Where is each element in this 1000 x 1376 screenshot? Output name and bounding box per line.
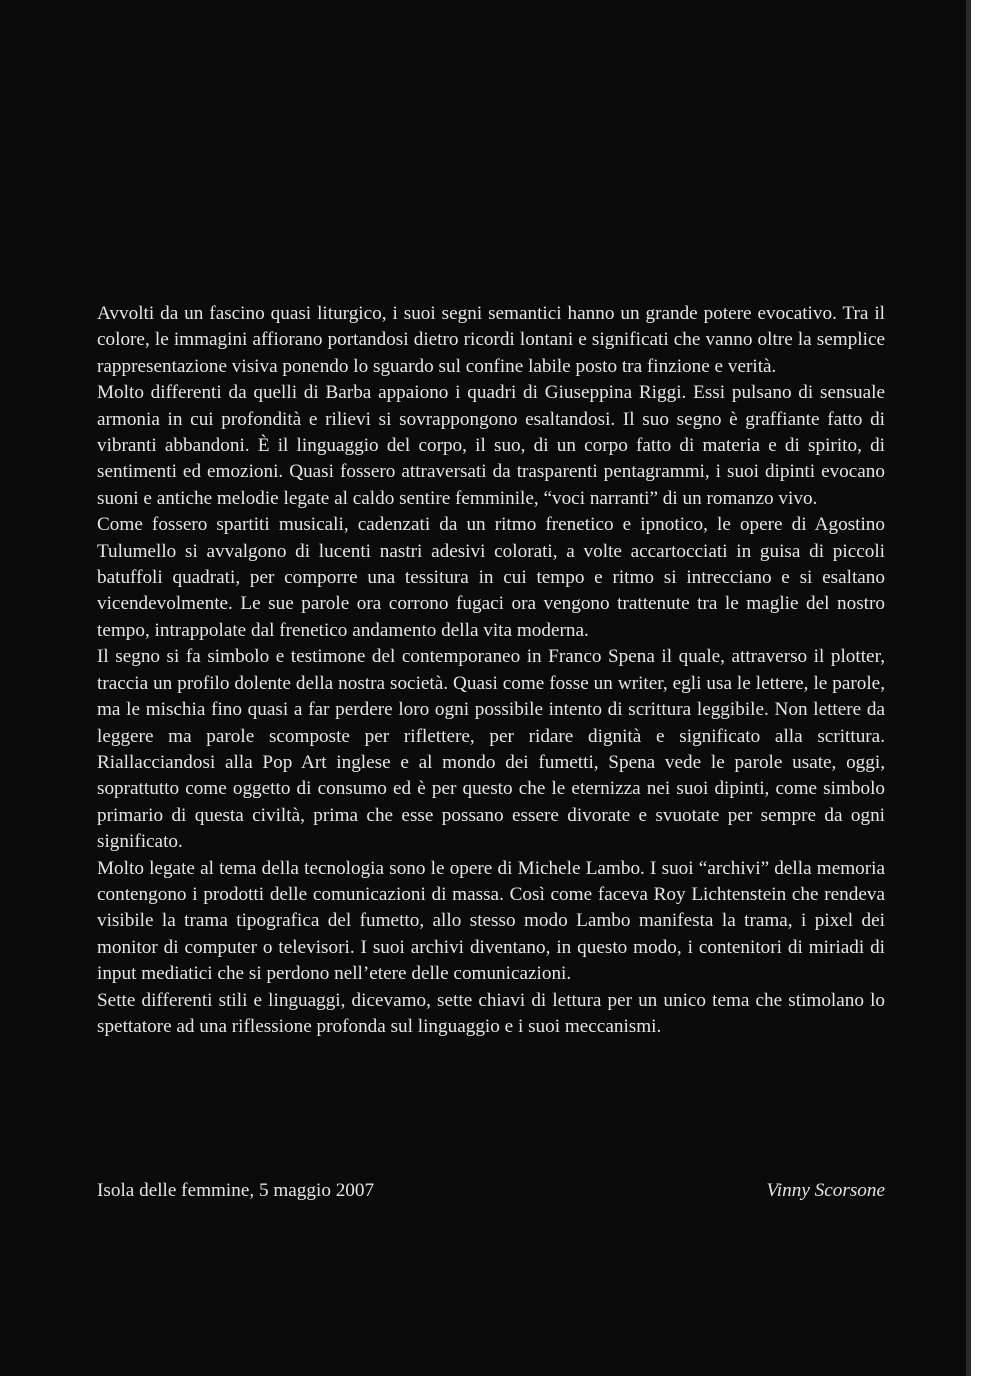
page-edge bbox=[966, 0, 971, 1376]
signoff bbox=[97, 1178, 885, 1208]
paragraph-giuseppina-riggi: Molto differenti da quelli di Barba appaiono i quadri di Giuseppina Riggi. Essi pulsano di sensuale armonia in cui profondità e rilievi si sovrappongono esaltandosi. Il suo segno è graffiante fatto di vibranti abbandoni. È il linguaggio del corpo, il suo, di un corpo fatto di materia e di spirito, di sentimenti ed emozioni. Quasi fossero attraversati da trasparenti pentagrammi, i suoi dipinti evocano suoni e antiche melodie legate al caldo sentire femminile, “voci narranti” di un romanzo vivo. bbox=[97, 382, 885, 509]
paragraph-evocative-signs: Avvolti da un fascino quasi liturgico, i suoi segni semantici hanno un grande potere evocativo. Tra il colore, le immagini affiorano portandosi dietro ricordi lontani e significati che vanno oltre la semplice rappresentazione visiva ponendo lo sguardo sul confine labile posto tra finzione e verità. bbox=[97, 303, 885, 377]
place-date: Isola delle femmine, 5 maggio 2007 bbox=[97, 1180, 375, 1201]
paragraph-conclusion: Sette differenti stili e linguaggi, dicevamo, sette chiavi di lettura per un unico tema che stimolano lo spettatore ad una riflessione profonda sul linguaggio e i suoi meccanismi. bbox=[97, 989, 885, 1037]
author-name: Vinny Scorsone bbox=[766, 1180, 885, 1201]
essay-text bbox=[97, 301, 885, 1040]
paragraph-michele-lambo: Molto legate al tema della tecnologia sono le opere di Michele Lambo. I suoi “archivi” della memoria contengono i prodotti delle comunicazioni di massa. Così come faceva Roy Lichtenstein che rendeva visibile la trama tipografica del fumetto, allo stesso modo Lambo manifesta la trama, i pixel dei monitor di computer o televisori. I suoi archivi diventano, in questo modo, i contenitori di miriadi di input mediatici che si perdono nell’etere delle comunicazioni. bbox=[97, 857, 885, 985]
paragraph-franco-spena: Il segno si fa simbolo e testimone del contemporaneo in Franco Spena il quale, attraverso il plotter, traccia un profilo dolente della nostra società. Quasi come fosse un writer, egli usa le lettere, le parole, ma le mischia fino quasi a far perdere loro ogni possibile intento di scrittura leggibile. Non lettere da leggere ma parole scomposte per riflettere, per ridare dignità e significato alla scrittura. Riallacciandosi alla Pop Art inglese e al mondo dei fumetti, Spena vede le parole usate, oggi, soprattutto come oggetto di consumo ed è per questo che le eternizza nei suoi dipinti, come simbolo primario di questa civiltà, prima che esse possano essere divorate e svuotate per sempre da ogni significato. bbox=[97, 646, 885, 853]
paragraph-agostino-tulumello: Come fossero spartiti musicali, cadenzati da un ritmo frenetico e ipnotico, le opere di Agostino Tulumello si avvalgono di lucenti nastri adesivi colorati, a volte accartocciati in guisa di piccoli batuffoli quadrati, per comporre una tessitura in cui tempo e ritmo si intrecciano e si esaltano vicendevolmente. Le sue parole ora corrono fugaci ora vengono trattenute tra le maglie del nostro tempo, intrappolate dal frenetico andamento della vita moderna. bbox=[97, 514, 885, 641]
